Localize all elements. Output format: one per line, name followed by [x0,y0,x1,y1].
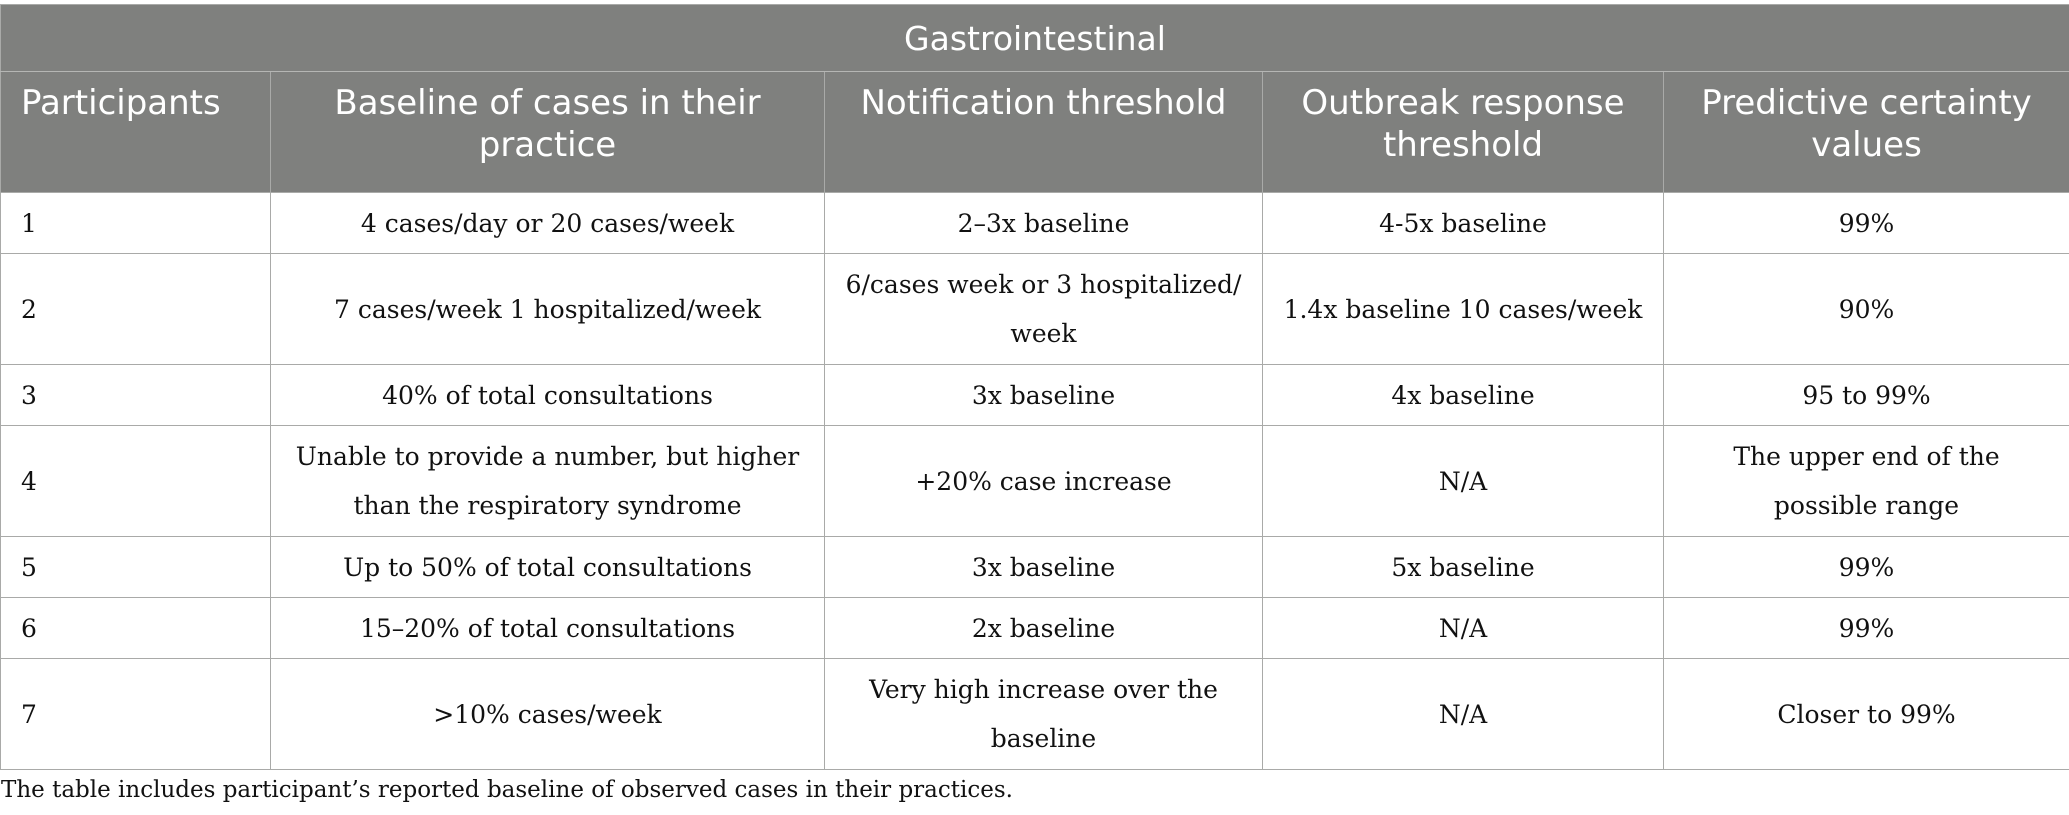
notification-cell: 2–3x baseline [825,193,1263,254]
table-footnote: The table includes participant’s reported baseline of observed cases in their practices. [1,777,1013,803]
baseline-cell: 15–20% of total consultations [271,598,825,659]
certainty-cell: 95 to 99% [1664,365,2069,426]
table-title: Gastrointestinal [1,5,2069,72]
column-header-participants: Participants [1,72,271,193]
notification-cell: 6/cases week or 3 hospitalized/ week [825,254,1263,365]
table-row [1,537,2069,598]
outbreak-cell: N/A [1263,426,1664,537]
table-row [1,365,2069,426]
column-header-notification-threshold: Notification threshold [825,72,1263,193]
notification-cell: 2x baseline [825,598,1263,659]
baseline-cell: 7 cases/week 1 hospitalized/week [271,254,825,365]
baseline-cell: 4 cases/day or 20 cases/week [271,193,825,254]
column-header-predictive-certainty: Predictive certainty values [1664,72,2069,193]
table-row [1,659,2069,770]
outbreak-cell: 1.4x baseline 10 cases/week [1263,254,1664,365]
table-row [1,254,2069,365]
column-header-baseline: Baseline of cases in their practice [271,72,825,193]
column-header-outbreak-threshold: Outbreak response threshold [1263,72,1664,193]
header-row [1,72,2069,193]
notification-cell: 3x baseline [825,537,1263,598]
table-row [1,193,2069,254]
outbreak-cell: N/A [1263,598,1664,659]
notification-cell: +20% case increase [825,426,1263,537]
participant-cell: 7 [1,659,271,770]
certainty-cell: 99% [1664,537,2069,598]
participant-cell: 2 [1,254,271,365]
certainty-cell: 99% [1664,193,2069,254]
participant-cell: 5 [1,537,271,598]
certainty-cell: Closer to 99% [1664,659,2069,770]
outbreak-cell: 4-5x baseline [1263,193,1664,254]
outbreak-cell: 4x baseline [1263,365,1664,426]
participant-cell: 3 [1,365,271,426]
gastrointestinal-table [0,4,2069,770]
certainty-cell: 99% [1664,598,2069,659]
participant-cell: 1 [1,193,271,254]
baseline-cell: Unable to provide a number, but higher than the respiratory syndrome [271,426,825,537]
certainty-cell: The upper end of the possible range [1664,426,2069,537]
table-row [1,426,2069,537]
data-table-container [0,4,2069,770]
baseline-cell: Up to 50% of total consultations [271,537,825,598]
baseline-cell: 40% of total consultations [271,365,825,426]
table-row [1,598,2069,659]
notification-cell: 3x baseline [825,365,1263,426]
notification-cell: Very high increase over the baseline [825,659,1263,770]
baseline-cell: >10% cases/week [271,659,825,770]
participant-cell: 4 [1,426,271,537]
certainty-cell: 90% [1664,254,2069,365]
outbreak-cell: N/A [1263,659,1664,770]
outbreak-cell: 5x baseline [1263,537,1664,598]
participant-cell: 6 [1,598,271,659]
